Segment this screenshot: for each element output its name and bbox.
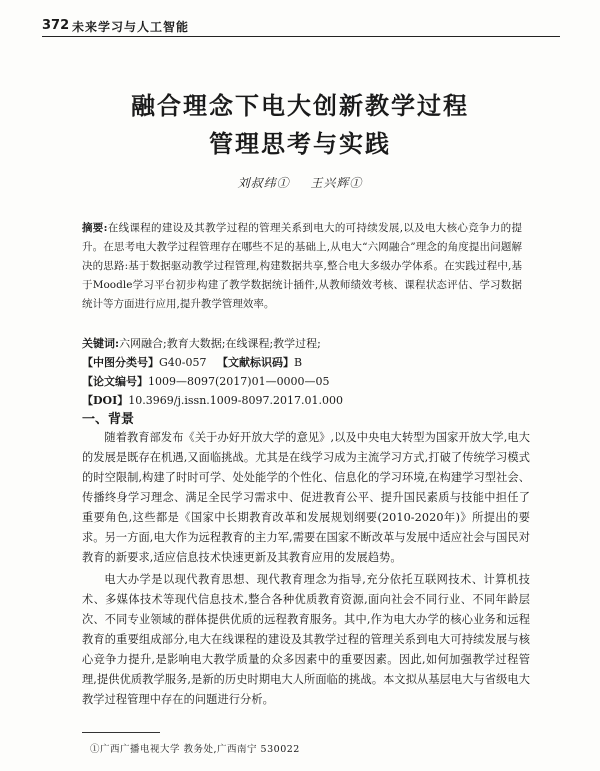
title-line-1: 融合理念下电大创新教学过程 xyxy=(131,92,469,120)
page-number: 372 xyxy=(42,18,70,33)
paper-id xyxy=(82,372,542,391)
author-1: 刘叔纬① xyxy=(237,176,290,190)
abstract xyxy=(82,219,522,314)
header-rule xyxy=(42,36,560,37)
authors xyxy=(0,174,600,191)
doi-value: 10.3969/j.issn.1009-8097.2017.01.000 xyxy=(128,394,343,407)
clc-label: 【中图分类号】 xyxy=(82,356,159,369)
paragraph-2: 电大办学是以现代教育思想、现代教育理念为指导,充分依托互联网技术、计算机技术、多媒体技术等现代信息技术,整合各种优质教育资源,面向社会不同行业、不同年龄层次、不同专业领域的群体提供优质的远程教育服务。其中,作为电大办学的核心业务和远程教育的重要组成部分,电大在线课程的建设及其教学过程的管理关系到电大可持续发展与核心竞争力提升,是影响电大教学质量的众多因素中的重要因素。因此,如何加强教学过程管理,提供优质教学服务,是新的历史时期电大人所面临的挑战。本文拟从基层电大与省级电大教学过程管理中存在的问题进行分析。 xyxy=(82,573,530,706)
footnote-rule xyxy=(82,732,160,733)
author-2: 王兴辉① xyxy=(310,176,363,190)
title-line-2: 管理思考与实践 xyxy=(209,130,391,158)
doc-code-value: B xyxy=(294,356,303,369)
abstract-text: 在线课程的建设及其教学过程的管理关系到电大的可持续发展,以及电大核心竞争力的提升。在思考电大教学过程管理存在哪些不足的基础上,从电大“六网融合”理念的角度提出问题解决的思路:基于数据驱动教学过程管理,构建数据共享,整合电大多级办学体系。在实践过程中,基于Moodle学习平台初步构建了教学数据统计插件,从教师绩效考核、课程状态评估、学习数据统计等方面进行应用,提升教学管理效率。 xyxy=(82,222,522,310)
keywords-label: 关键词: xyxy=(82,337,120,350)
doi-label: 【DOI】 xyxy=(82,394,129,407)
abstract-label: 摘要: xyxy=(82,222,108,234)
page-header xyxy=(42,14,560,38)
doi xyxy=(82,391,542,410)
section-heading: 一、背景 xyxy=(82,412,135,427)
paper-id-label: 【论文编号】 xyxy=(82,375,148,388)
keywords xyxy=(82,334,542,353)
footnote: ①广西广播电视大学 教务处,广西南宁 530022 xyxy=(90,744,300,755)
paper-id-value: 1009—8097(2017)01—0000—05 xyxy=(148,375,330,388)
paragraph-1: 随着教育部发布《关于办好开放大学的意见》,以及中央电大转型为国家开放大学,电大的发展是既存在机遇,又面临挑战。尤其是在线学习成为主流学习方式,打破了传统学习模式的时空限制,构建了时时可学、处处能学的个性化、信息化的学习环境,在构建学习型社会、传播终身学习理念、满足全民学习需求中、促进教育公平、提升国民素质与技能中担任了重要角色,这些都是《国家中长期教育改革和发展规划纲要(2010-2020年)》所提出的要求。另一方面,电大作为远程教育的主力军,需要在国家不断改革与发展中适应社会与国民对教育的新要求,适应信息技术快速更新及其教育应用的发展趋势。 xyxy=(82,431,530,564)
classification xyxy=(82,353,542,372)
doc-code-label: 【文献标识码】 xyxy=(217,356,294,369)
clc-value: G40-057 xyxy=(159,356,207,369)
keywords-text: 六网融合;教育大数据;在线课程;教学过程; xyxy=(119,337,321,350)
journal-name: 未来学习与人工智能 xyxy=(72,20,190,34)
